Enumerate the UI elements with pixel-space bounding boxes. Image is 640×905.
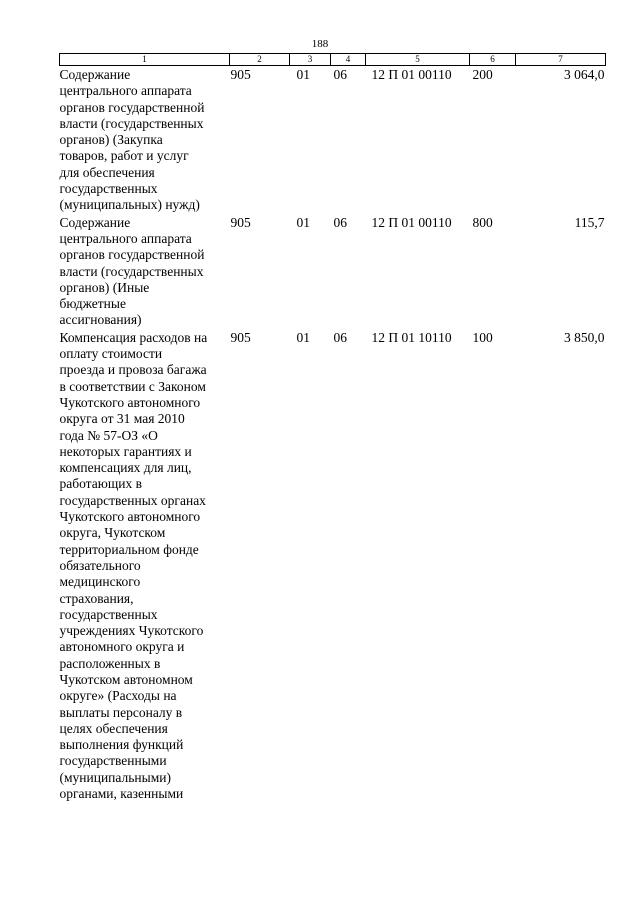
budget-table	[59, 53, 606, 802]
row-subsection: 06	[333, 214, 347, 230]
row-expense-type: 800	[472, 214, 493, 230]
row-code: 905	[230, 329, 251, 345]
column-number-6: 6	[470, 54, 516, 66]
column-number-3: 3	[290, 54, 331, 66]
table-row	[60, 66, 606, 214]
row-expense-type: 200	[472, 67, 493, 82]
row-amount: 115,7	[574, 214, 605, 230]
row-amount: 3 850,0	[564, 329, 605, 345]
row-subsection: 06	[333, 329, 347, 345]
row-target-article: 12 П 01 00110	[371, 67, 452, 82]
row-code: 905	[230, 67, 251, 82]
table-row	[60, 329, 606, 803]
column-number-1: 1	[60, 54, 230, 66]
column-number-row	[60, 54, 606, 66]
row-subsection: 06	[333, 67, 347, 82]
row-amount: 3 064,0	[564, 67, 605, 82]
row-name: Содержание центрального аппарата органов государственной власти (государственных органов) (Закупка товаров, работ и услуг для обеспечения государственных (муниципальных) нужд)	[59, 67, 205, 213]
row-code: 905	[230, 214, 251, 230]
row-name: Компенсация расходов на оплату стоимости проезда и провоза багажа в соответствии с Законом Чукотского автономного округа от 31 мая 2010 года № 57-ОЗ «О некоторых гарантиях и компенсациях для лиц, работающих в государственных органах Чукотского автономного округа, Чукотском территориальном фонде обязательного медицинского страхования, государственных учреждениях Чукотского автономного округа и расположенных в Чукотском автономном округе» (Расходы на выплаты персоналу в целях обеспечения выполнения функций государственными (муниципальными) органами, казенными	[59, 329, 208, 802]
row-section: 01	[296, 329, 310, 345]
table-row	[60, 214, 606, 329]
column-number-7: 7	[516, 54, 606, 66]
row-section: 01	[296, 67, 310, 82]
column-number-2: 2	[230, 54, 290, 66]
row-name: Содержание центрального аппарата органов государственной власти (государственных органов) (Иные бюджетные ассигнования)	[59, 214, 205, 328]
page-number: 188	[311, 38, 329, 50]
column-number-4: 4	[331, 54, 366, 66]
row-target-article: 12 П 01 10110	[371, 329, 452, 345]
row-section: 01	[296, 214, 310, 230]
column-number-5: 5	[366, 54, 470, 66]
row-expense-type: 100	[472, 329, 493, 345]
row-target-article: 12 П 01 00110	[371, 214, 452, 230]
